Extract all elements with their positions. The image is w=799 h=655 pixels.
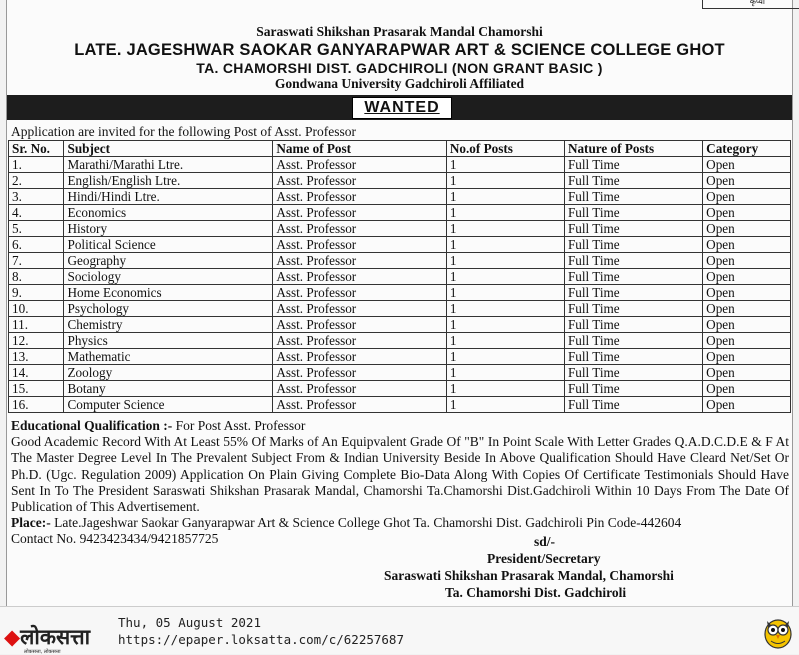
- row-nature-of-posts: Full Time: [564, 237, 702, 253]
- table-row: [9, 237, 791, 253]
- row-nature-of-posts: Full Time: [564, 301, 702, 317]
- row-category: Open: [703, 365, 791, 381]
- table-row: [9, 269, 791, 285]
- advertisement: [6, 0, 793, 606]
- row-category: Open: [703, 349, 791, 365]
- table-row: [9, 301, 791, 317]
- row-nature-of-posts: Full Time: [564, 269, 702, 285]
- row-sr-no: 6.: [9, 237, 64, 253]
- table-row: [9, 333, 791, 349]
- qualification-label-tail: For Post Asst. Professor: [175, 418, 306, 433]
- row-category: Open: [703, 157, 791, 173]
- row-name-of-post: Asst. Professor: [273, 269, 447, 285]
- qualification-section: [11, 418, 789, 548]
- row-subject: Psychology: [64, 301, 273, 317]
- header-no-of-posts: No.of Posts: [446, 141, 564, 157]
- row-name-of-post: Asst. Professor: [273, 285, 447, 301]
- row-no-of-posts: 1: [446, 205, 564, 221]
- wanted-heading: WANTED: [352, 97, 452, 119]
- table-row: [9, 157, 791, 173]
- row-nature-of-posts: Full Time: [564, 173, 702, 189]
- row-sr-no: 16.: [9, 397, 64, 413]
- row-name-of-post: Asst. Professor: [273, 221, 447, 237]
- logo-tagline: लोकसत्ता, लोकसत्ता: [24, 649, 61, 655]
- signature-title: President/Secretary: [487, 551, 601, 566]
- row-subject: Marathi/Marathi Ltre.: [64, 157, 273, 173]
- row-sr-no: 15.: [9, 381, 64, 397]
- row-name-of-post: Asst. Professor: [273, 237, 447, 253]
- row-no-of-posts: 1: [446, 253, 564, 269]
- row-sr-no: 10.: [9, 301, 64, 317]
- row-no-of-posts: 1: [446, 285, 564, 301]
- loksatta-logo[interactable]: [4, 623, 91, 655]
- row-sr-no: 14.: [9, 365, 64, 381]
- row-nature-of-posts: Full Time: [564, 349, 702, 365]
- university-affiliation: Gondwana University Gadchiroli Affiliated: [274, 76, 525, 91]
- row-subject: Zoology: [64, 365, 273, 381]
- owl-mascot-icon: [763, 615, 793, 649]
- row-subject: Botany: [64, 381, 273, 397]
- row-no-of-posts: 1: [446, 157, 564, 173]
- college-location: TA. CHAMORSHI DIST. GADCHIROLI (NON GRANT BASIC ): [196, 60, 603, 76]
- row-category: Open: [703, 173, 791, 189]
- qualification-label: Educational Qualification :-: [11, 418, 173, 433]
- signature-place: Ta. Chamorshi Dist. Gadchiroli: [445, 585, 627, 600]
- place-label: Place:-: [11, 515, 51, 531]
- row-nature-of-posts: Full Time: [564, 365, 702, 381]
- row-no-of-posts: 1: [446, 397, 564, 413]
- row-subject: Computer Science: [64, 397, 273, 413]
- row-subject: Chemistry: [64, 317, 273, 333]
- table-row: [9, 317, 791, 333]
- row-sr-no: 3.: [9, 189, 64, 205]
- row-no-of-posts: 1: [446, 317, 564, 333]
- table-row: [9, 205, 791, 221]
- header-nature-of-posts: Nature of Posts: [564, 141, 702, 157]
- row-sr-no: 5.: [9, 221, 64, 237]
- row-subject: Geography: [64, 253, 273, 269]
- row-category: Open: [703, 205, 791, 221]
- row-no-of-posts: 1: [446, 237, 564, 253]
- row-subject: Economics: [64, 205, 273, 221]
- top-strip: [702, 0, 799, 9]
- row-no-of-posts: 1: [446, 333, 564, 349]
- row-nature-of-posts: Full Time: [564, 333, 702, 349]
- row-subject: Home Economics: [64, 285, 273, 301]
- table-row: [9, 285, 791, 301]
- row-name-of-post: Asst. Professor: [273, 397, 447, 413]
- row-nature-of-posts: Full Time: [564, 205, 702, 221]
- row-sr-no: 9.: [9, 285, 64, 301]
- row-no-of-posts: 1: [446, 349, 564, 365]
- row-name-of-post: Asst. Professor: [273, 317, 447, 333]
- row-subject: English/English Ltre.: [64, 173, 273, 189]
- contact-text: Contact No. 9423423434/9421857725: [11, 531, 219, 547]
- row-sr-no: 1.: [9, 157, 64, 173]
- header-subject: Subject: [64, 141, 273, 157]
- row-category: Open: [703, 301, 791, 317]
- table-row: [9, 189, 791, 205]
- row-name-of-post: Asst. Professor: [273, 333, 447, 349]
- row-no-of-posts: 1: [446, 301, 564, 317]
- row-no-of-posts: 1: [446, 189, 564, 205]
- row-nature-of-posts: Full Time: [564, 157, 702, 173]
- logo-text: लोकसत्ता: [20, 625, 91, 649]
- row-subject: Hindi/Hindi Ltre.: [64, 189, 273, 205]
- row-sr-no: 13.: [9, 349, 64, 365]
- table-row: [9, 221, 791, 237]
- row-no-of-posts: 1: [446, 365, 564, 381]
- row-category: Open: [703, 397, 791, 413]
- row-category: Open: [703, 269, 791, 285]
- row-no-of-posts: 1: [446, 269, 564, 285]
- row-name-of-post: Asst. Professor: [273, 205, 447, 221]
- top-strip-text: कृप्या: [749, 0, 765, 6]
- row-nature-of-posts: Full Time: [564, 221, 702, 237]
- row-sr-no: 12.: [9, 333, 64, 349]
- table-row: [9, 253, 791, 269]
- college-name: LATE. JAGESHWAR SAOKAR GANYARAPWAR ART & SCIENCE COLLEGE GHOT: [74, 41, 725, 59]
- row-nature-of-posts: Full Time: [564, 381, 702, 397]
- row-nature-of-posts: Full Time: [564, 285, 702, 301]
- row-subject: History: [64, 221, 273, 237]
- table-row: [9, 365, 791, 381]
- row-subject: Political Science: [64, 237, 273, 253]
- row-category: Open: [703, 381, 791, 397]
- signature-org: Saraswati Shikshan Prasarak Mandal, Chamorshi: [384, 568, 674, 583]
- row-no-of-posts: 1: [446, 221, 564, 237]
- row-sr-no: 7.: [9, 253, 64, 269]
- row-category: Open: [703, 221, 791, 237]
- row-name-of-post: Asst. Professor: [273, 189, 447, 205]
- epaper-link[interactable]: https://epaper.loksatta.com/c/62257687: [118, 632, 404, 647]
- row-subject: Mathematic: [64, 349, 273, 365]
- row-nature-of-posts: Full Time: [564, 189, 702, 205]
- row-category: Open: [703, 285, 791, 301]
- row-nature-of-posts: Full Time: [564, 317, 702, 333]
- header-name-of-post: Name of Post: [273, 141, 447, 157]
- epaper-footer: [0, 606, 799, 654]
- row-nature-of-posts: Full Time: [564, 253, 702, 269]
- header-category: Category: [703, 141, 791, 157]
- intro-text: Application are invited for the following Post of Asst. Professor: [11, 124, 356, 139]
- row-sr-no: 11.: [9, 317, 64, 333]
- row-category: Open: [703, 237, 791, 253]
- row-sr-no: 8.: [9, 269, 64, 285]
- row-name-of-post: Asst. Professor: [273, 253, 447, 269]
- row-no-of-posts: 1: [446, 173, 564, 189]
- row-nature-of-posts: Full Time: [564, 397, 702, 413]
- row-sr-no: 2.: [9, 173, 64, 189]
- table-row: [9, 349, 791, 365]
- row-name-of-post: Asst. Professor: [273, 349, 447, 365]
- place-text: Late.Jageshwar Saokar Ganyarapwar Art & Science College Ghot Ta. Chamorshi Dist. Gadchiroli Pin Code-442604: [54, 515, 682, 531]
- row-name-of-post: Asst. Professor: [273, 173, 447, 189]
- logo-mark-icon: ◆: [4, 625, 21, 649]
- organization-name: Saraswati Shikshan Prasarak Mandal Chamorshi: [256, 24, 543, 39]
- table-row: [9, 397, 791, 413]
- row-name-of-post: Asst. Professor: [273, 301, 447, 317]
- header-sr-no: Sr. No.: [9, 141, 64, 157]
- row-sr-no: 4.: [9, 205, 64, 221]
- row-name-of-post: Asst. Professor: [273, 365, 447, 381]
- publication-date: Thu, 05 August 2021: [118, 615, 261, 630]
- posts-table: [8, 140, 791, 413]
- row-category: Open: [703, 253, 791, 269]
- row-category: Open: [703, 333, 791, 349]
- row-subject: Sociology: [64, 269, 273, 285]
- row-name-of-post: Asst. Professor: [273, 157, 447, 173]
- qualification-body: Good Academic Record With At Least 55% Of Marks of An Equipvalent Grade Of "B" In Point Scale With Letter Grades Q.A.D.C.D.E & F At The Master Degree Level In The Prevalent Subject From & Indian University Beside In Above Qualification Should Have Cleard Net/Set Or Ph.D. (Ugc. Regulation 2009) Application On Plain Giving Complete Bio-Data Along With Copies Of Certificate Testimonials Should Have Sent In To The President Saraswati Shikshan Prasarak Mandal, Chamorshi Ta.Chamorshi Dist.Gadchiroli Within 10 Days From The Date Of Publication of This Advertisement.: [11, 434, 789, 515]
- table-row: [9, 173, 791, 189]
- table-row: [9, 381, 791, 397]
- row-category: Open: [703, 189, 791, 205]
- table-header-row: [9, 141, 791, 157]
- row-category: Open: [703, 317, 791, 333]
- signature-sd: sd/-: [534, 534, 556, 549]
- row-subject: Physics: [64, 333, 273, 349]
- row-name-of-post: Asst. Professor: [273, 381, 447, 397]
- row-no-of-posts: 1: [446, 381, 564, 397]
